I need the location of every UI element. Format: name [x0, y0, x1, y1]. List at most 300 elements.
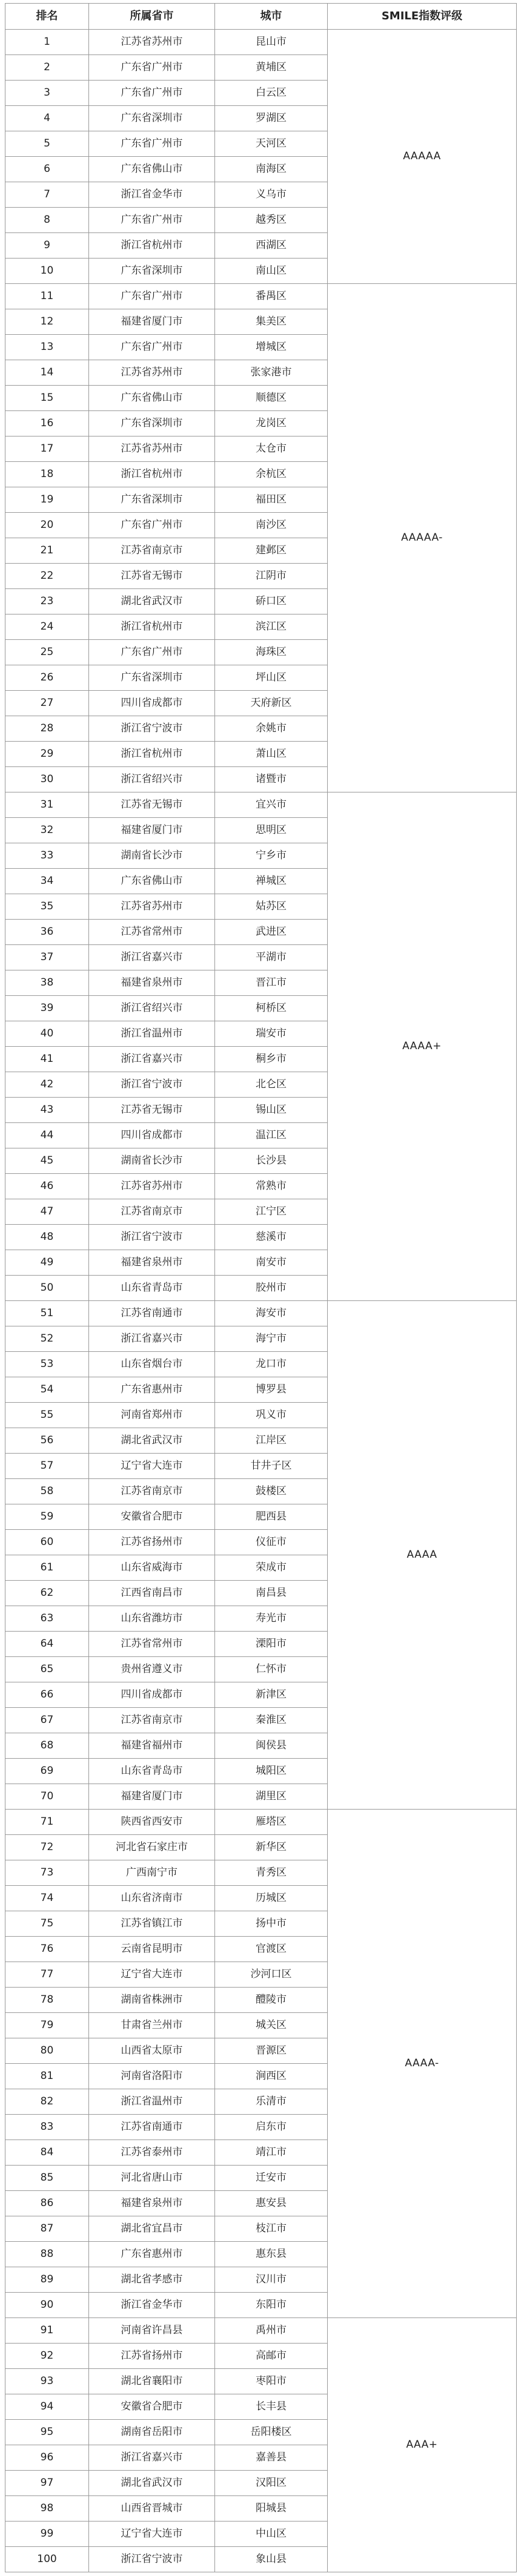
city-cell: 常熟市	[215, 1174, 328, 1199]
city-cell: 余杭区	[215, 462, 328, 487]
province-cell: 江苏省扬州市	[89, 2344, 215, 2369]
rank-cell: 45	[5, 1148, 89, 1174]
city-cell: 中山区	[215, 2522, 328, 2547]
city-cell: 海安市	[215, 1301, 328, 1326]
city-cell: 硚口区	[215, 589, 328, 614]
province-cell: 浙江省宁波市	[89, 1072, 215, 1098]
city-cell: 南昌县	[215, 1581, 328, 1606]
rank-cell: 75	[5, 1911, 89, 1937]
province-cell: 江苏省泰州市	[89, 2140, 215, 2166]
province-cell: 浙江省杭州市	[89, 614, 215, 640]
rank-cell: 33	[5, 843, 89, 869]
city-cell: 甘井子区	[215, 1454, 328, 1479]
rank-cell: 31	[5, 792, 89, 818]
city-cell: 寿光市	[215, 1606, 328, 1632]
rank-cell: 55	[5, 1403, 89, 1428]
rank-cell: 40	[5, 1021, 89, 1047]
city-cell: 武进区	[215, 920, 328, 945]
city-cell: 象山县	[215, 2547, 328, 2572]
city-cell: 城关区	[215, 2013, 328, 2038]
rank-cell: 27	[5, 691, 89, 716]
city-cell: 岳阳楼区	[215, 2420, 328, 2445]
province-cell: 辽宁省大连市	[89, 1962, 215, 1988]
rank-cell: 30	[5, 767, 89, 792]
rank-cell: 29	[5, 742, 89, 767]
province-cell: 福建省厦门市	[89, 1784, 215, 1810]
province-cell: 福建省厦门市	[89, 818, 215, 843]
province-cell: 湖北省孝感市	[89, 2267, 215, 2293]
rank-cell: 4	[5, 106, 89, 131]
province-cell: 江苏省无锡市	[89, 564, 215, 589]
province-cell: 浙江省杭州市	[89, 742, 215, 767]
province-cell: 广东省广州市	[89, 208, 215, 233]
rank-cell: 51	[5, 1301, 89, 1326]
rank-cell: 68	[5, 1733, 89, 1759]
rank-cell: 32	[5, 818, 89, 843]
rank-cell: 54	[5, 1377, 89, 1403]
province-cell: 广东省深圳市	[89, 665, 215, 691]
rank-cell: 72	[5, 1835, 89, 1860]
province-cell: 江苏省南京市	[89, 1479, 215, 1504]
city-cell: 南安市	[215, 1250, 328, 1276]
city-cell: 白云区	[215, 81, 328, 106]
city-cell: 锡山区	[215, 1098, 328, 1123]
header-row	[5, 4, 517, 30]
province-cell: 福建省泉州市	[89, 2191, 215, 2216]
province-cell: 广东省广州市	[89, 335, 215, 360]
province-cell: 江苏省无锡市	[89, 792, 215, 818]
rank-cell: 84	[5, 2140, 89, 2166]
province-cell: 福建省福州市	[89, 1733, 215, 1759]
table-body	[5, 30, 517, 2572]
rank-cell: 12	[5, 309, 89, 335]
rank-cell: 49	[5, 1250, 89, 1276]
rank-cell: 3	[5, 81, 89, 106]
province-cell: 江苏省常州市	[89, 1632, 215, 1657]
rank-cell: 76	[5, 1937, 89, 1962]
rank-cell: 63	[5, 1606, 89, 1632]
city-cell: 仁怀市	[215, 1657, 328, 1682]
rank-cell: 18	[5, 462, 89, 487]
city-cell: 醴陵市	[215, 1988, 328, 2013]
province-cell: 广东省深圳市	[89, 411, 215, 436]
rank-cell: 52	[5, 1326, 89, 1352]
header-city: 城市	[215, 4, 328, 30]
rank-cell: 5	[5, 131, 89, 157]
grade-cell: AAAA-	[328, 1810, 517, 2318]
province-cell: 浙江省宁波市	[89, 1225, 215, 1250]
province-cell: 江苏省苏州市	[89, 436, 215, 462]
rank-cell: 46	[5, 1174, 89, 1199]
rank-cell: 53	[5, 1352, 89, 1377]
province-cell: 河北省唐山市	[89, 2166, 215, 2191]
rank-cell: 7	[5, 182, 89, 208]
city-cell: 海宁市	[215, 1326, 328, 1352]
city-cell: 滨江区	[215, 614, 328, 640]
province-cell: 山东省青岛市	[89, 1276, 215, 1301]
rank-cell: 56	[5, 1428, 89, 1454]
province-cell: 湖北省武汉市	[89, 2471, 215, 2496]
province-cell: 浙江省金华市	[89, 2293, 215, 2318]
city-cell: 溧阳市	[215, 1632, 328, 1657]
rank-cell: 95	[5, 2420, 89, 2445]
rank-cell: 79	[5, 2013, 89, 2038]
province-cell: 广东省广州市	[89, 284, 215, 309]
city-cell: 龙口市	[215, 1352, 328, 1377]
province-cell: 辽宁省大连市	[89, 1454, 215, 1479]
rank-cell: 26	[5, 665, 89, 691]
province-cell: 浙江省绍兴市	[89, 767, 215, 792]
rank-cell: 70	[5, 1784, 89, 1810]
city-cell: 温江区	[215, 1123, 328, 1148]
city-cell: 迁安市	[215, 2166, 328, 2191]
rank-cell: 39	[5, 996, 89, 1021]
rank-cell: 67	[5, 1708, 89, 1733]
rank-cell: 23	[5, 589, 89, 614]
province-cell: 福建省泉州市	[89, 970, 215, 996]
city-cell: 柯桥区	[215, 996, 328, 1021]
province-cell: 广东省佛山市	[89, 869, 215, 894]
rank-cell: 37	[5, 945, 89, 970]
city-cell: 江宁区	[215, 1199, 328, 1225]
province-cell: 山东省烟台市	[89, 1352, 215, 1377]
province-cell: 贵州省遵义市	[89, 1657, 215, 1682]
province-cell: 江苏省扬州市	[89, 1530, 215, 1555]
province-cell: 广东省佛山市	[89, 157, 215, 182]
city-cell: 雁塔区	[215, 1810, 328, 1835]
province-cell: 广东省广州市	[89, 640, 215, 665]
province-cell: 山西省太原市	[89, 2038, 215, 2064]
header-province: 所属省市	[89, 4, 215, 30]
province-cell: 湖北省武汉市	[89, 1428, 215, 1454]
province-cell: 河南省洛阳市	[89, 2064, 215, 2089]
rank-cell: 69	[5, 1759, 89, 1784]
province-cell: 广东省佛山市	[89, 386, 215, 411]
rank-cell: 94	[5, 2394, 89, 2420]
rank-cell: 93	[5, 2369, 89, 2394]
province-cell: 江苏省南京市	[89, 1199, 215, 1225]
province-cell: 江苏省南通市	[89, 2115, 215, 2140]
rank-cell: 80	[5, 2038, 89, 2064]
rank-cell: 21	[5, 538, 89, 564]
province-cell: 湖南省株洲市	[89, 1988, 215, 2013]
grade-cell: AAAA	[328, 1301, 517, 1810]
table-row	[5, 284, 517, 309]
province-cell: 陕西省西安市	[89, 1810, 215, 1835]
province-cell: 广东省惠州市	[89, 1377, 215, 1403]
province-cell: 辽宁省大连市	[89, 2522, 215, 2547]
city-cell: 仪征市	[215, 1530, 328, 1555]
province-cell: 湖南省长沙市	[89, 843, 215, 869]
rank-cell: 65	[5, 1657, 89, 1682]
province-cell: 江苏省南通市	[89, 1301, 215, 1326]
rank-cell: 100	[5, 2547, 89, 2572]
province-cell: 浙江省嘉兴市	[89, 2445, 215, 2471]
province-cell: 广东省广州市	[89, 131, 215, 157]
province-cell: 浙江省温州市	[89, 2089, 215, 2115]
province-cell: 湖北省宜昌市	[89, 2216, 215, 2242]
table-header	[5, 4, 517, 30]
rank-cell: 57	[5, 1454, 89, 1479]
smile-ranking-table	[5, 3, 517, 2572]
city-cell: 乐清市	[215, 2089, 328, 2115]
city-cell: 黄埔区	[215, 55, 328, 81]
province-cell: 山东省威海市	[89, 1555, 215, 1581]
province-cell: 福建省泉州市	[89, 1250, 215, 1276]
table-row	[5, 1301, 517, 1326]
province-cell: 福建省厦门市	[89, 309, 215, 335]
province-cell: 广东省广州市	[89, 55, 215, 81]
rank-cell: 62	[5, 1581, 89, 1606]
rank-cell: 48	[5, 1225, 89, 1250]
rank-cell: 83	[5, 2115, 89, 2140]
city-cell: 长丰县	[215, 2394, 328, 2420]
province-cell: 江苏省南京市	[89, 1708, 215, 1733]
city-cell: 集美区	[215, 309, 328, 335]
city-cell: 汉阳区	[215, 2471, 328, 2496]
province-cell: 浙江省温州市	[89, 1021, 215, 1047]
province-cell: 山东省青岛市	[89, 1759, 215, 1784]
province-cell: 江苏省无锡市	[89, 1098, 215, 1123]
rank-cell: 97	[5, 2471, 89, 2496]
city-cell: 昆山市	[215, 30, 328, 55]
province-cell: 浙江省嘉兴市	[89, 945, 215, 970]
rank-cell: 34	[5, 869, 89, 894]
city-cell: 瑞安市	[215, 1021, 328, 1047]
rank-cell: 86	[5, 2191, 89, 2216]
city-cell: 太仓市	[215, 436, 328, 462]
province-cell: 四川省成都市	[89, 691, 215, 716]
city-cell: 思明区	[215, 818, 328, 843]
city-cell: 嘉善县	[215, 2445, 328, 2471]
city-cell: 平湖市	[215, 945, 328, 970]
rank-cell: 66	[5, 1682, 89, 1708]
city-cell: 博罗县	[215, 1377, 328, 1403]
province-cell: 安徽省合肥市	[89, 1504, 215, 1530]
city-cell: 增城区	[215, 335, 328, 360]
province-cell: 浙江省嘉兴市	[89, 1047, 215, 1072]
city-cell: 越秀区	[215, 208, 328, 233]
city-cell: 惠东县	[215, 2242, 328, 2267]
rank-cell: 14	[5, 360, 89, 386]
rank-cell: 28	[5, 716, 89, 742]
rank-cell: 73	[5, 1860, 89, 1886]
rank-cell: 89	[5, 2267, 89, 2293]
province-cell: 浙江省金华市	[89, 182, 215, 208]
rank-cell: 60	[5, 1530, 89, 1555]
city-cell: 余姚市	[215, 716, 328, 742]
city-cell: 城阳区	[215, 1759, 328, 1784]
city-cell: 诸暨市	[215, 767, 328, 792]
province-cell: 江苏省苏州市	[89, 894, 215, 920]
rank-cell: 10	[5, 259, 89, 284]
city-cell: 长沙县	[215, 1148, 328, 1174]
city-cell: 东阳市	[215, 2293, 328, 2318]
city-cell: 靖江市	[215, 2140, 328, 2166]
city-cell: 扬中市	[215, 1911, 328, 1937]
rank-cell: 61	[5, 1555, 89, 1581]
city-cell: 义乌市	[215, 182, 328, 208]
province-cell: 江苏省南京市	[89, 538, 215, 564]
city-cell: 胶州市	[215, 1276, 328, 1301]
city-cell: 闽侯县	[215, 1733, 328, 1759]
city-cell: 新华区	[215, 1835, 328, 1860]
city-cell: 北仑区	[215, 1072, 328, 1098]
city-cell: 姑苏区	[215, 894, 328, 920]
city-cell: 张家港市	[215, 360, 328, 386]
rank-cell: 87	[5, 2216, 89, 2242]
province-cell: 四川省成都市	[89, 1123, 215, 1148]
city-cell: 禹州市	[215, 2318, 328, 2344]
province-cell: 河北省石家庄市	[89, 1835, 215, 1860]
table-row	[5, 2318, 517, 2344]
province-cell: 安徽省合肥市	[89, 2394, 215, 2420]
grade-cell: AAAAA-	[328, 284, 517, 792]
city-cell: 龙岗区	[215, 411, 328, 436]
table-row	[5, 1810, 517, 1835]
rank-cell: 91	[5, 2318, 89, 2344]
rank-cell: 85	[5, 2166, 89, 2191]
city-cell: 巩义市	[215, 1403, 328, 1428]
rank-cell: 6	[5, 157, 89, 182]
city-cell: 禅城区	[215, 869, 328, 894]
rank-cell: 74	[5, 1886, 89, 1911]
rank-cell: 1	[5, 30, 89, 55]
rank-cell: 77	[5, 1962, 89, 1988]
table-row	[5, 30, 517, 55]
rank-cell: 43	[5, 1098, 89, 1123]
city-cell: 福田区	[215, 487, 328, 513]
province-cell: 湖南省岳阳市	[89, 2420, 215, 2445]
city-cell: 南海区	[215, 157, 328, 182]
rank-cell: 81	[5, 2064, 89, 2089]
rank-cell: 16	[5, 411, 89, 436]
table-row	[5, 792, 517, 818]
city-cell: 秦淮区	[215, 1708, 328, 1733]
city-cell: 晋源区	[215, 2038, 328, 2064]
province-cell: 浙江省杭州市	[89, 462, 215, 487]
city-cell: 沙河口区	[215, 1962, 328, 1988]
rank-cell: 22	[5, 564, 89, 589]
rank-cell: 88	[5, 2242, 89, 2267]
city-cell: 天河区	[215, 131, 328, 157]
province-cell: 广东省深圳市	[89, 106, 215, 131]
rank-cell: 13	[5, 335, 89, 360]
province-cell: 湖北省武汉市	[89, 589, 215, 614]
city-cell: 宜兴市	[215, 792, 328, 818]
rank-cell: 9	[5, 233, 89, 259]
rank-cell: 25	[5, 640, 89, 665]
province-cell: 广东省广州市	[89, 81, 215, 106]
city-cell: 枝江市	[215, 2216, 328, 2242]
city-cell: 桐乡市	[215, 1047, 328, 1072]
city-cell: 肥西县	[215, 1504, 328, 1530]
province-cell: 广东省惠州市	[89, 2242, 215, 2267]
rank-cell: 78	[5, 1988, 89, 2013]
rank-cell: 58	[5, 1479, 89, 1504]
city-cell: 顺德区	[215, 386, 328, 411]
city-cell: 罗湖区	[215, 106, 328, 131]
province-cell: 湖南省长沙市	[89, 1148, 215, 1174]
province-cell: 浙江省宁波市	[89, 2547, 215, 2572]
province-cell: 河南省郑州市	[89, 1403, 215, 1428]
rank-cell: 19	[5, 487, 89, 513]
city-cell: 南山区	[215, 259, 328, 284]
city-cell: 阳城县	[215, 2496, 328, 2522]
city-cell: 江阴市	[215, 564, 328, 589]
city-cell: 湖里区	[215, 1784, 328, 1810]
city-cell: 番禺区	[215, 284, 328, 309]
city-cell: 高邮市	[215, 2344, 328, 2369]
rank-cell: 98	[5, 2496, 89, 2522]
city-cell: 启东市	[215, 2115, 328, 2140]
city-cell: 晋江市	[215, 970, 328, 996]
city-cell: 海珠区	[215, 640, 328, 665]
city-cell: 慈溪市	[215, 1225, 328, 1250]
province-cell: 甘肃省兰州市	[89, 2013, 215, 2038]
city-cell: 官渡区	[215, 1937, 328, 1962]
rank-cell: 47	[5, 1199, 89, 1225]
rank-cell: 17	[5, 436, 89, 462]
province-cell: 广东省深圳市	[89, 487, 215, 513]
province-cell: 河南省许昌县	[89, 2318, 215, 2344]
province-cell: 山东省潍坊市	[89, 1606, 215, 1632]
province-cell: 江苏省苏州市	[89, 360, 215, 386]
city-cell: 青秀区	[215, 1860, 328, 1886]
city-cell: 枣阳市	[215, 2369, 328, 2394]
rank-cell: 64	[5, 1632, 89, 1657]
city-cell: 西湖区	[215, 233, 328, 259]
province-cell: 云南省昆明市	[89, 1937, 215, 1962]
city-cell: 荣成市	[215, 1555, 328, 1581]
province-cell: 山西省晋城市	[89, 2496, 215, 2522]
rank-cell: 92	[5, 2344, 89, 2369]
rank-cell: 41	[5, 1047, 89, 1072]
rank-cell: 35	[5, 894, 89, 920]
province-cell: 广东省广州市	[89, 513, 215, 538]
city-cell: 新津区	[215, 1682, 328, 1708]
rank-cell: 59	[5, 1504, 89, 1530]
city-cell: 建邺区	[215, 538, 328, 564]
city-cell: 江岸区	[215, 1428, 328, 1454]
header-grade: SMILE指数评级	[328, 4, 517, 30]
rank-cell: 90	[5, 2293, 89, 2318]
rank-cell: 20	[5, 513, 89, 538]
province-cell: 广西南宁市	[89, 1860, 215, 1886]
rank-cell: 15	[5, 386, 89, 411]
header-rank: 排名	[5, 4, 89, 30]
rank-cell: 82	[5, 2089, 89, 2115]
rank-cell: 71	[5, 1810, 89, 1835]
city-cell: 坪山区	[215, 665, 328, 691]
province-cell: 浙江省嘉兴市	[89, 1326, 215, 1352]
province-cell: 广东省深圳市	[89, 259, 215, 284]
province-cell: 四川省成都市	[89, 1682, 215, 1708]
province-cell: 江苏省镇江市	[89, 1911, 215, 1937]
city-cell: 汉川市	[215, 2267, 328, 2293]
province-cell: 浙江省宁波市	[89, 716, 215, 742]
province-cell: 江苏省苏州市	[89, 30, 215, 55]
rank-cell: 24	[5, 614, 89, 640]
rank-cell: 8	[5, 208, 89, 233]
rank-cell: 50	[5, 1276, 89, 1301]
province-cell: 浙江省杭州市	[89, 233, 215, 259]
rank-cell: 96	[5, 2445, 89, 2471]
city-cell: 天府新区	[215, 691, 328, 716]
rank-cell: 38	[5, 970, 89, 996]
province-cell: 浙江省绍兴市	[89, 996, 215, 1021]
rank-cell: 36	[5, 920, 89, 945]
